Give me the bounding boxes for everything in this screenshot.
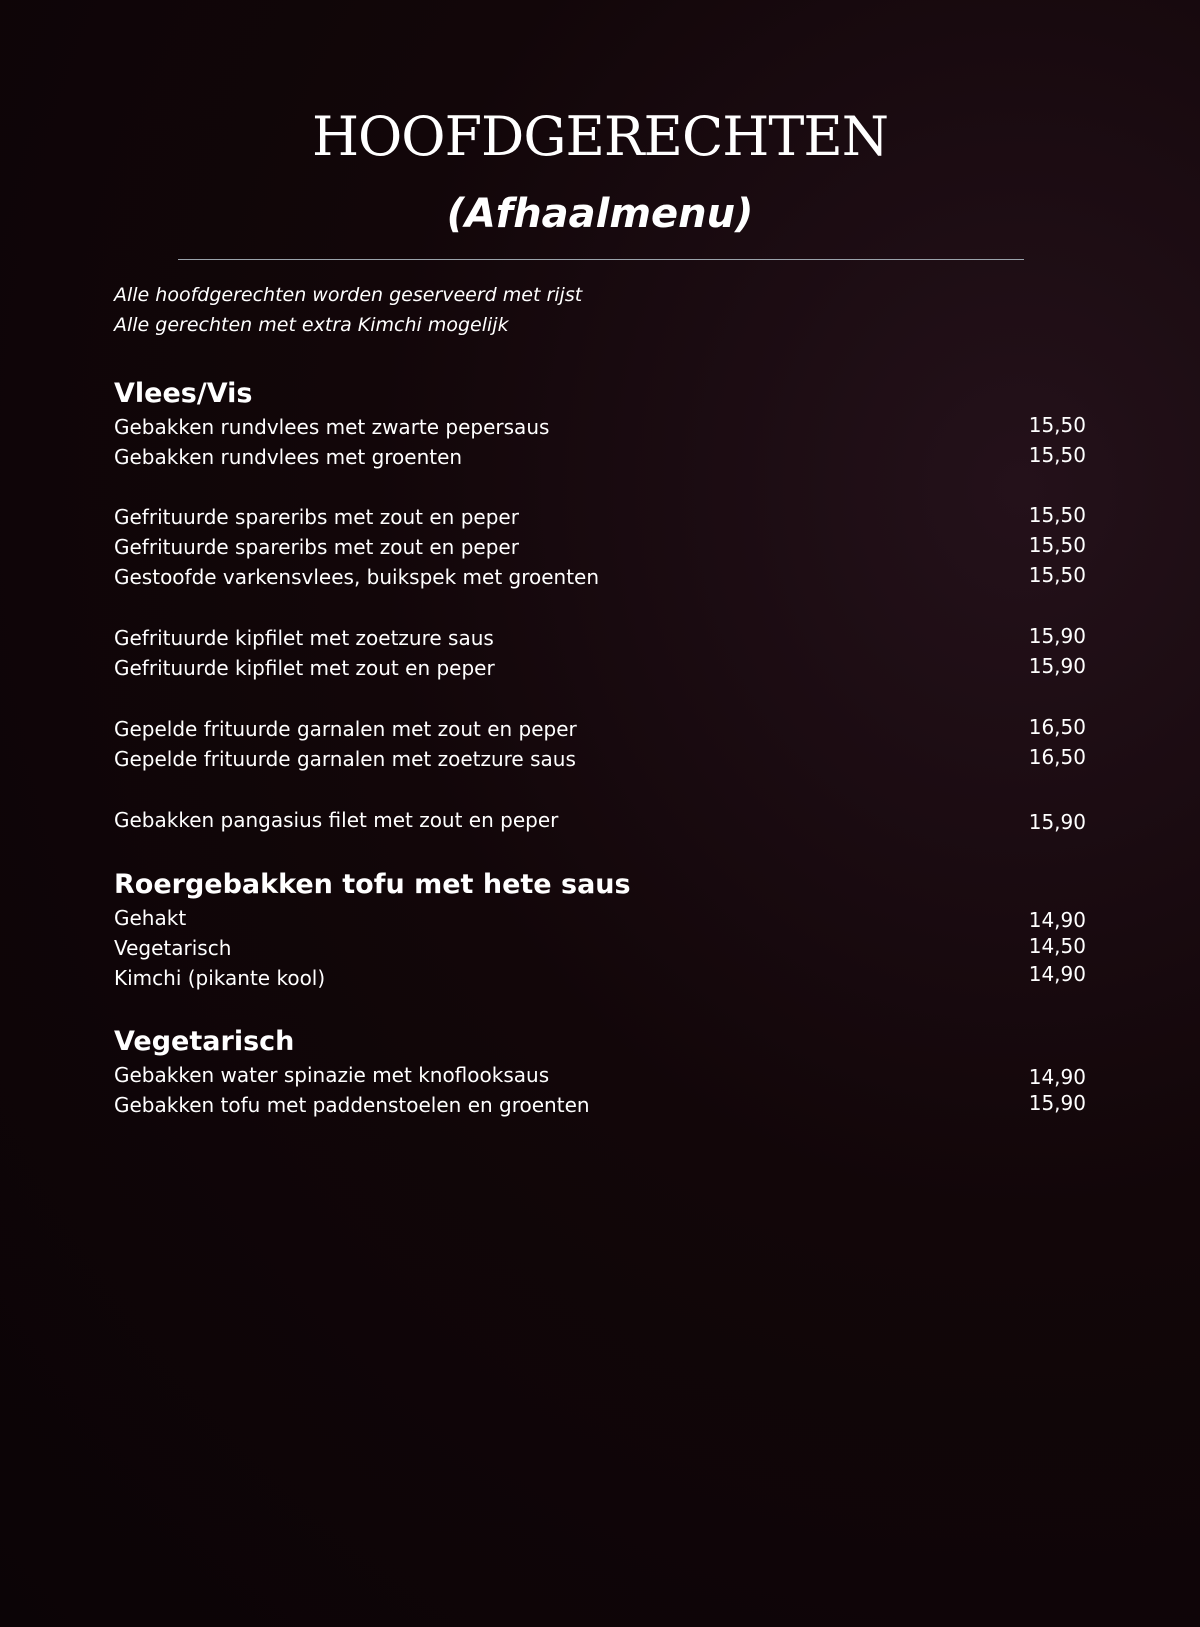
menu-item xyxy=(114,442,1086,472)
menu-item-price: 15,90 xyxy=(1028,1091,1086,1115)
menu-item-price: 15,50 xyxy=(1028,413,1086,437)
section-title-vlees-vis: Vlees/Vis xyxy=(114,378,253,409)
menu-item-price: 14,90 xyxy=(1028,962,1086,986)
menu-item-name: Gepelde frituurde garnalen met zout en peper xyxy=(114,717,577,741)
menu-item xyxy=(114,653,1086,683)
menu-item xyxy=(114,903,1086,933)
menu-item-name: Gebakken rundvlees met groenten xyxy=(114,445,463,469)
menu-item xyxy=(114,805,1086,835)
menu-item xyxy=(114,714,1086,744)
menu-item-price: 14,90 xyxy=(1028,1065,1086,1089)
menu-item xyxy=(114,502,1086,532)
note-kimchi: Alle gerechten met extra Kimchi mogelijk xyxy=(114,314,509,336)
menu-item-name: Gefrituurde kipfilet met zoetzure saus xyxy=(114,626,494,650)
menu-item-name: Gehakt xyxy=(114,906,187,930)
menu-item-name: Gebakken tofu met paddenstoelen en groenten xyxy=(114,1093,590,1117)
menu-item-name: Gefrituurde kipfilet met zout en peper xyxy=(114,656,495,680)
menu-item-price: 15,50 xyxy=(1028,443,1086,467)
menu-item-price: 15,50 xyxy=(1028,503,1086,527)
menu-item-price: 15,90 xyxy=(1028,810,1086,834)
menu-item xyxy=(114,562,1086,592)
page-title: HOOFDGERECHTEN xyxy=(311,105,889,168)
menu-item-price: 15,50 xyxy=(1028,563,1086,587)
menu-item-price: 15,50 xyxy=(1028,533,1086,557)
menu-item xyxy=(114,412,1086,442)
menu-item-name: Gefrituurde spareribs met zout en peper xyxy=(114,535,519,559)
menu-item-name: Vegetarisch xyxy=(114,936,232,960)
menu-item-name: Gestoofde varkensvlees, buikspek met groenten xyxy=(114,565,600,589)
note-rice: Alle hoofdgerechten worden geserveerd met rijst xyxy=(114,284,583,306)
menu-item-price: 16,50 xyxy=(1028,715,1086,739)
menu-item-name: Gefrituurde spareribs met zout en peper xyxy=(114,505,519,529)
page-subtitle: (Afhaalmenu) xyxy=(446,191,754,237)
menu-item-price: 14,90 xyxy=(1028,908,1086,932)
section-title-vegetarisch: Vegetarisch xyxy=(114,1026,295,1057)
menu-item-name: Gebakken rundvlees met zwarte pepersaus xyxy=(114,415,550,439)
menu-item xyxy=(114,1060,1086,1090)
menu-item-name: Kimchi (pikante kool) xyxy=(114,966,326,990)
title-divider xyxy=(178,259,1024,260)
menu-notes xyxy=(114,280,582,340)
menu-item-price: 15,90 xyxy=(1028,624,1086,648)
menu-item xyxy=(114,933,1086,963)
menu-item-name: Gebakken pangasius filet met zout en peper xyxy=(114,808,559,832)
menu-item xyxy=(114,532,1086,562)
menu-item-name: Gepelde frituurde garnalen met zoetzure saus xyxy=(114,747,576,771)
menu-item-price: 16,50 xyxy=(1028,745,1086,769)
menu-item-name: Gebakken water spinazie met knoflooksaus xyxy=(114,1063,550,1087)
menu-item xyxy=(114,623,1086,653)
menu-item xyxy=(114,963,1086,993)
menu-item xyxy=(114,1090,1086,1120)
menu-item xyxy=(114,744,1086,774)
menu-item-price: 14,50 xyxy=(1028,934,1086,958)
section-title-tofu: Roergebakken tofu met hete saus xyxy=(114,869,631,900)
menu-item-price: 15,90 xyxy=(1028,654,1086,678)
